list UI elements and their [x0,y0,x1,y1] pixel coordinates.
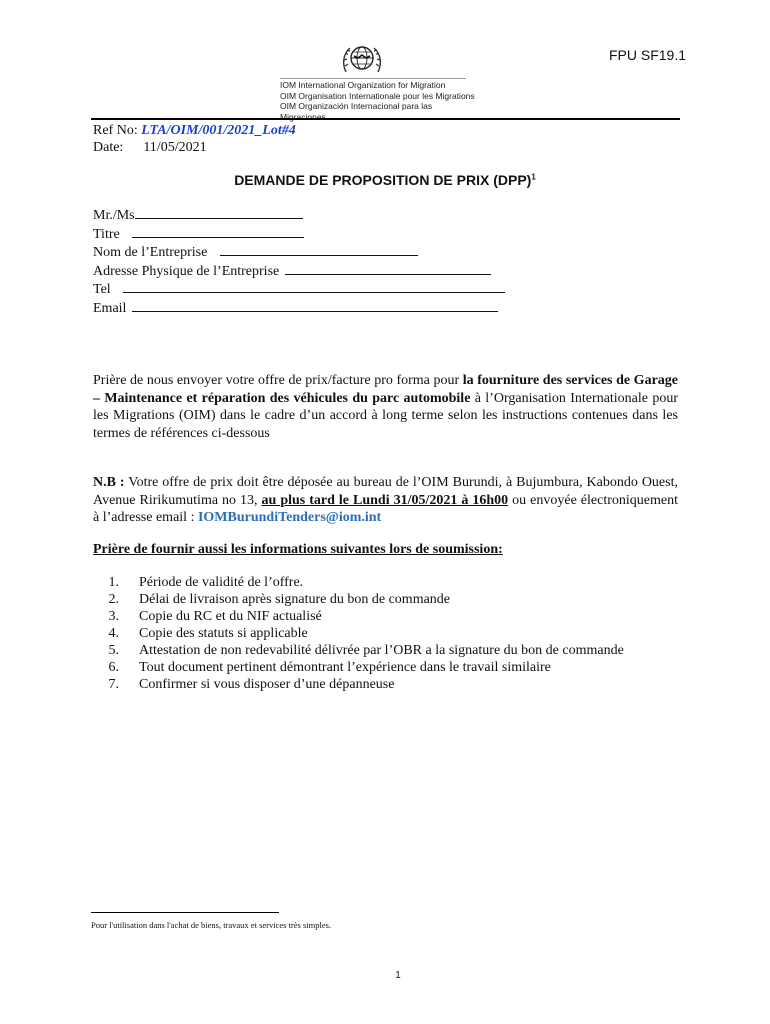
field-blank-line[interactable] [132,299,498,312]
org-names [280,80,480,122]
request-paragraph [93,372,678,442]
field-label: Mr./Ms [93,208,135,223]
field-label: Email [93,300,127,316]
date-value: 11/05/2021 [143,140,207,155]
note-text-start: Votre offre de prix doit être déposée au bureau de l’OIM Burundi, à Bujumbura, Kabondo Ouest, Avenue Ririkumutima no 13, [93,475,678,508]
submission-note [93,474,678,527]
document-title [0,172,770,188]
document-date [93,139,207,157]
field-blank-line[interactable] [220,243,418,256]
reference-number [93,122,296,140]
title-footnote-mark: 1 [531,172,536,182]
list-item [93,625,624,642]
request-text-end: à l’Organisation Internationale pour les Migrations (OIM) dans le cadre d’un accord à long terme selon les instructions contenues dans les termes de références ci-dessous [93,390,678,441]
list-item-text: Tout document pertinent démontrant l’expérience dans le travail similaire [139,660,551,675]
org-name-fr: OIM Organisation Internationale pour les Migrations [280,90,475,101]
field-blank-line[interactable] [285,262,491,275]
field-label: Adresse Physique de l’Entreprise [93,263,280,279]
list-item-number: 3. [108,609,119,624]
recipient-fields [93,206,505,317]
list-item [93,676,624,693]
org-divider [280,78,466,79]
list-item-text: Confirmer si vous disposer d’une dépanneuse [139,677,395,692]
page-number: 1 [395,970,401,981]
field-nom-entreprise [93,243,505,262]
field-titre [93,225,505,244]
date-label: Date: [93,140,124,155]
list-item [93,591,624,608]
ref-value: LTA/OIM/001/2021_Lot#4 [141,123,296,138]
requirements-heading: Prière de fournir aussi les informations suivantes lors de soumission: [93,542,503,557]
header-divider [91,118,680,120]
field-email [93,299,505,318]
list-item-text: Copie du RC et du NIF actualisé [139,609,322,624]
org-name-es: OIM Organización Internacional para las Migraciones [280,101,433,122]
list-item [93,608,624,625]
request-text-start: Prière de nous envoyer votre offre de prix/facture pro forma pour [93,373,463,388]
list-item-number: 5. [108,643,119,658]
tender-email-link[interactable]: IOMBurundiTenders@iom.int [197,510,382,525]
list-item-number: 2. [108,592,119,607]
note-text-end: ou envoyée électroniquement à l’adresse email : [93,492,678,525]
list-item [93,574,624,591]
footnote-divider [91,912,279,913]
form-reference: FPU SF19.1 [608,47,686,63]
field-blank-line[interactable] [132,225,304,238]
iom-logo-icon [340,42,384,76]
field-label: Nom de l’Entreprise [93,245,208,260]
list-item-text: Délai de livraison après signature du bon de commande [139,592,451,607]
list-item-text: Attestation de non redevabilité délivrée par l’OBR a la signature du bon de commande [139,643,624,658]
service-description: la fourniture des services de Garage – Maintenance et réparation des véhicules du parc automobile [93,373,679,406]
list-item [93,659,624,676]
org-name-en: IOM International Organization for Migration [280,80,446,90]
field-tel [93,280,505,299]
ref-label: Ref No: [93,123,138,138]
list-item-number: 4. [108,626,119,641]
field-label: Tel [93,282,111,297]
field-blank-line[interactable] [135,206,303,219]
title-text: DEMANDE DE PROPOSITION DE PRIX (DPP) [234,172,532,188]
deadline: au plus tard le Lundi 31/05/2021 à 16h00 [261,492,509,508]
list-item [93,642,624,659]
field-blank-line[interactable] [123,280,505,293]
field-label: Titre [93,226,120,242]
list-item-text: Copie des statuts si applicable [139,626,308,641]
field-adresse [93,262,505,281]
requirements-list [93,574,624,693]
field-mr-ms [93,206,505,225]
list-item-number: 1. [108,575,119,590]
nb-label: N.B : [93,475,125,490]
list-item-text: Période de validité de l’offre. [139,575,304,590]
list-item-number: 7. [108,677,119,692]
footnote: Pour l'utilisation dans l'achat de biens, travaux et services très simples. [91,920,332,930]
list-item-number: 6. [108,660,119,675]
